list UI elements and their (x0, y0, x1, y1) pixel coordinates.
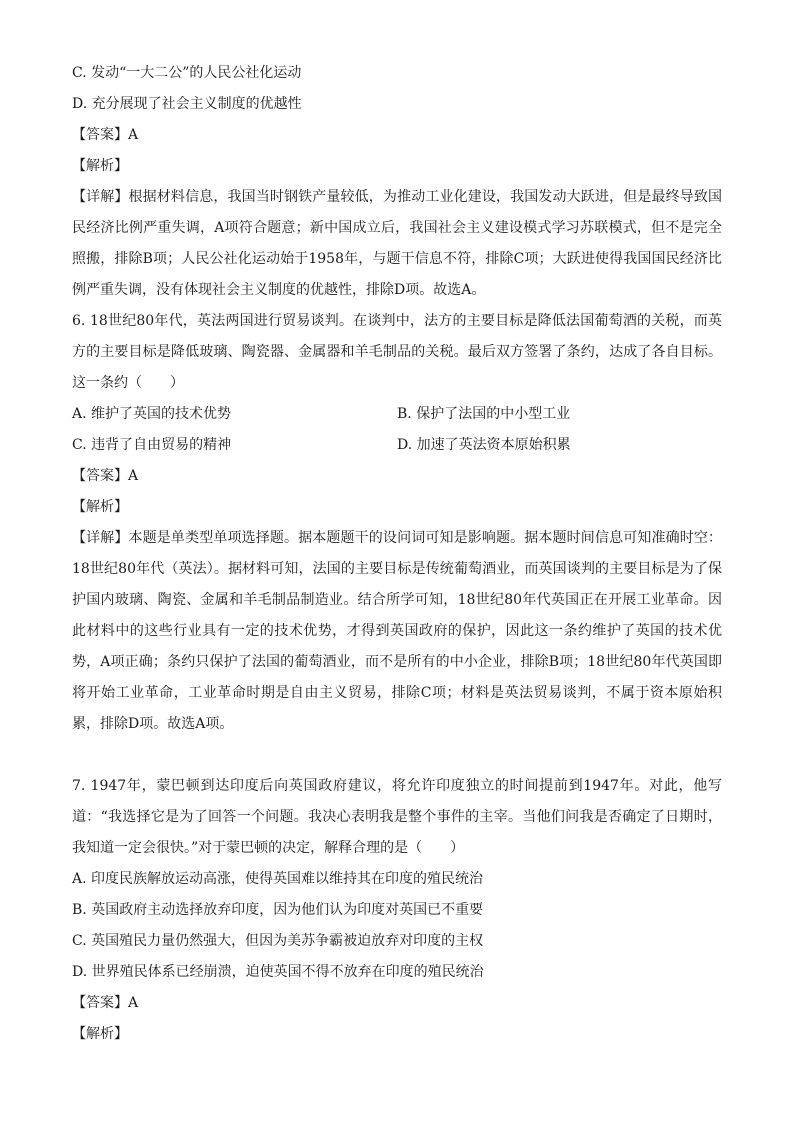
q7-stem: 7. 1947年，蒙巴顿到达印度后向英国政府建议，将允许印度独立的时间提前到1947年。对此，他写道：“我选择它是为了回答一个问题。我决心表明我是整个事件的主宰。当他们问我是否确定了日期时，我知道一定会很快。”对于蒙巴顿的决定，解释合理的是（ ） (72, 778, 722, 856)
q7-answer: 【答案】A (72, 995, 139, 1011)
q7-option-c: C. 英国殖民力量仍然强大，但因为美苏争霸被迫放弃对印度的主权 (72, 933, 484, 949)
q7-option-b: B. 英国政府主动选择放弃印度，因为他们认为印度对英国已不重要 (72, 902, 484, 918)
q6-option-c: C. 违背了自由贸易的精神 (72, 437, 232, 453)
q5-option-c: C. 发动“一大二公”的人民公社化运动 (72, 65, 302, 81)
q6-option-d: D. 加速了英法资本原始积累 (397, 437, 571, 453)
exam-page (72, 58, 722, 1050)
q6-option-a: A. 维护了英国的技术优势 (72, 406, 232, 422)
q6-answer: 【答案】A (72, 468, 139, 484)
q7-analysis-label: 【解析】 (72, 1026, 128, 1042)
q6-stem: 6. 18世纪80年代，英法两国进行贸易谈判。在谈判中，法方的主要目标是降低法国葡萄酒的关税，而英方的主要目标是降低玻璃、陶瓷器、金属器和羊毛制品的关税。最后双方签署了条约，达成了各自目标。这一条约（ ） (72, 313, 722, 391)
q5-detail: 【详解】根据材料信息，我国当时钢铁产量较低，为推动工业化建设，我国发动大跃进，但是最终导致国民经济比例严重失调，A项符合题意；新中国成立后，我国社会主义建设模式学习苏联模式，但不是完全照搬，排除B项；人民公社化运动始于1958年，与题干信息不符，排除C项；大跃进使得我国国民经济比例严重失调，没有体现社会主义制度的优越性，排除D项。故选A。 (72, 189, 722, 298)
q6-option-b: B. 保护了法国的中小型工业 (397, 406, 571, 422)
q5-analysis-label: 【解析】 (72, 158, 128, 174)
q6-analysis-label: 【解析】 (72, 499, 128, 515)
q5-option-d: D. 充分展现了社会主义制度的优越性 (72, 96, 302, 112)
q5-answer: 【答案】A (72, 127, 139, 143)
q6-options-row-2 (72, 430, 722, 461)
q6-options-row-1 (72, 399, 722, 430)
q7-option-d: D. 世界殖民体系已经崩溃，迫使英国不得不放弃在印度的殖民统治 (72, 964, 484, 980)
q6-detail: 【详解】本题是单类型单项选择题。据本题题干的设问词可知是影响题。据本题时间信息可知准确时空：18世纪80年代（英法）。据材料可知，法国的主要目标是传统葡萄酒业，而英国谈判的主要目标是为了保护国内玻璃、陶瓷、金属和羊毛制品制造业。结合所学可知，18世纪80年代英国正在开展工业革命。因此材料中的这些行业具有一定的技术优势，才得到英国政府的保护，因此这一条约维护了英国的技术优势，A项正确；条约只保护了法国的葡萄酒业，而不是所有的中小企业，排除B项；18世纪80年代英国即将开始工业革命，工业革命时期是自由主义贸易，排除C项；材料是英法贸易谈判，不属于资本原始积累，排除D项。故选A项。 (72, 530, 722, 732)
q7-option-a: A. 印度民族解放运动高涨，使得英国难以维持其在印度的殖民统治 (72, 871, 484, 887)
